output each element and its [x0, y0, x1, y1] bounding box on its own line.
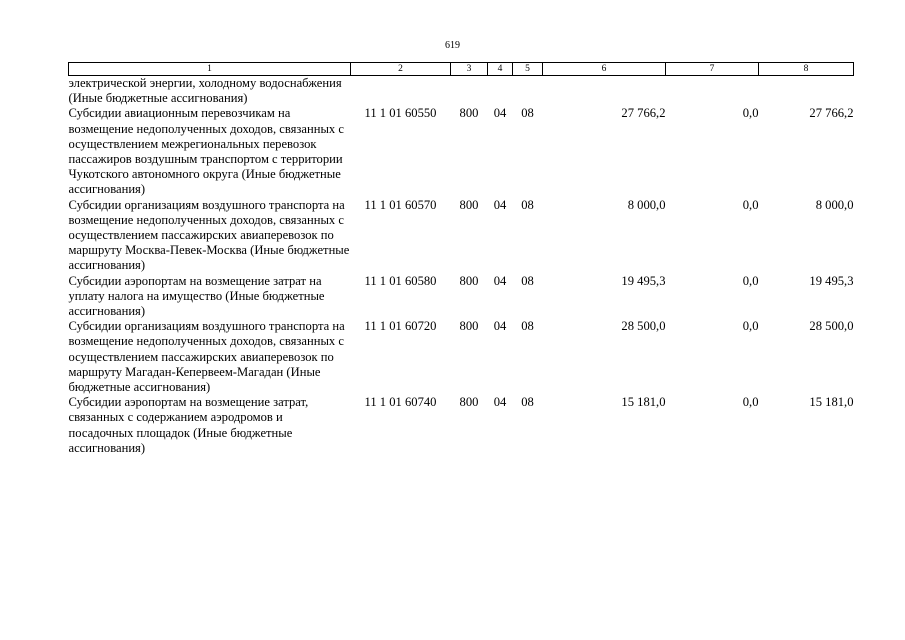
- row-subsection: 08: [521, 395, 534, 410]
- table-row: [69, 395, 854, 456]
- column-header: 2: [351, 63, 451, 76]
- row-amount-total: 15 181,0: [621, 395, 666, 410]
- table-body: [69, 76, 854, 457]
- row-code: 11 1 01 60740: [364, 395, 437, 410]
- row-code: [351, 76, 451, 107]
- column-header: 7: [666, 63, 759, 76]
- row-section: [488, 76, 513, 107]
- row-subsection: 08: [521, 106, 534, 121]
- row-amount-federal: 0,0: [742, 197, 759, 212]
- row-subsection: [513, 76, 543, 107]
- row-code: 11 1 01 60580: [364, 273, 437, 288]
- table-row: [69, 319, 854, 395]
- row-amount-federal: [666, 76, 759, 107]
- row-expense-type: 800: [459, 273, 479, 288]
- row-amount-total: [543, 76, 666, 107]
- row-amount-federal: 0,0: [742, 273, 759, 288]
- row-expense-type: 800: [459, 395, 479, 410]
- table-row: [69, 274, 854, 320]
- row-name: Субсидии аэропортам на возмещение затрат на уплату налога на имущество (Иные бюджетные ассигнования): [68, 273, 325, 319]
- column-header: 1: [69, 63, 351, 76]
- row-amount-federal: 0,0: [742, 319, 759, 334]
- row-code: 11 1 01 60570: [364, 197, 437, 212]
- row-subsection: 08: [521, 319, 534, 334]
- table-row: [69, 106, 854, 197]
- row-code: 11 1 01 60550: [364, 106, 437, 121]
- row-amount-total: 28 500,0: [621, 319, 666, 334]
- row-amount-regional: 28 500,0: [809, 319, 854, 334]
- row-amount-total: 19 495,3: [621, 273, 666, 288]
- row-section: 04: [493, 273, 507, 288]
- table-header: [69, 63, 854, 76]
- column-header: 4: [488, 63, 513, 76]
- row-expense-type: 800: [459, 106, 479, 121]
- row-section: 04: [493, 319, 507, 334]
- row-amount-total: 8 000,0: [627, 197, 666, 212]
- row-subsection: 08: [521, 197, 534, 212]
- row-name: Субсидии организациям воздушного транспорта на возмещение недополученных доходов, связанных с осуществлением пассажирских авиаперевозок по маршруту Магадан-Кепервеем-Магадан (Иные бюджетные ассигнования): [68, 319, 345, 395]
- row-section: 04: [493, 395, 507, 410]
- row-name: Субсидии авиационным перевозчикам на возмещение недополученных доходов, связанных с осуществлением межрегиональных перевозок пассажиров воздушным транспортом с территории Чукотского автономного округа (Иные бюджетные ассигнования): [68, 106, 344, 197]
- row-section: 04: [493, 197, 507, 212]
- row-amount-regional: 19 495,3: [809, 273, 854, 288]
- page-number: 619: [445, 40, 460, 51]
- column-header: 3: [451, 63, 488, 76]
- row-expense-type: 800: [459, 319, 479, 334]
- row-amount-regional: 8 000,0: [815, 197, 854, 212]
- row-subsection: 08: [521, 273, 534, 288]
- row-amount-federal: 0,0: [742, 106, 759, 121]
- column-header: 8: [759, 63, 854, 76]
- row-amount-total: 27 766,2: [621, 106, 666, 121]
- table-row: [69, 76, 854, 107]
- row-expense-type: [451, 76, 488, 107]
- table-row: [69, 198, 854, 274]
- column-header: 5: [513, 63, 543, 76]
- row-amount-federal: 0,0: [742, 395, 759, 410]
- row-section: 04: [493, 106, 507, 121]
- row-amount-regional: [759, 76, 854, 107]
- row-amount-regional: 27 766,2: [809, 106, 854, 121]
- budget-table: [68, 62, 854, 456]
- column-header: 6: [543, 63, 666, 76]
- row-name: Субсидии организациям воздушного транспорта на возмещение недополученных доходов, связанных с осуществлением пассажирских авиаперевозок по маршруту Москва-Певек-Москва (Иные бюджетные ассигнования): [68, 197, 350, 273]
- row-code: 11 1 01 60720: [364, 319, 437, 334]
- row-amount-regional: 15 181,0: [809, 395, 854, 410]
- row-expense-type: 800: [459, 197, 479, 212]
- row-name: Субсидии аэропортам на возмещение затрат, связанных с содержанием аэродромов и посадочных площадок (Иные бюджетные ассигнования): [68, 395, 309, 455]
- row-name: электрической энергии, холодному водоснабжения (Иные бюджетные ассигнования): [68, 76, 342, 106]
